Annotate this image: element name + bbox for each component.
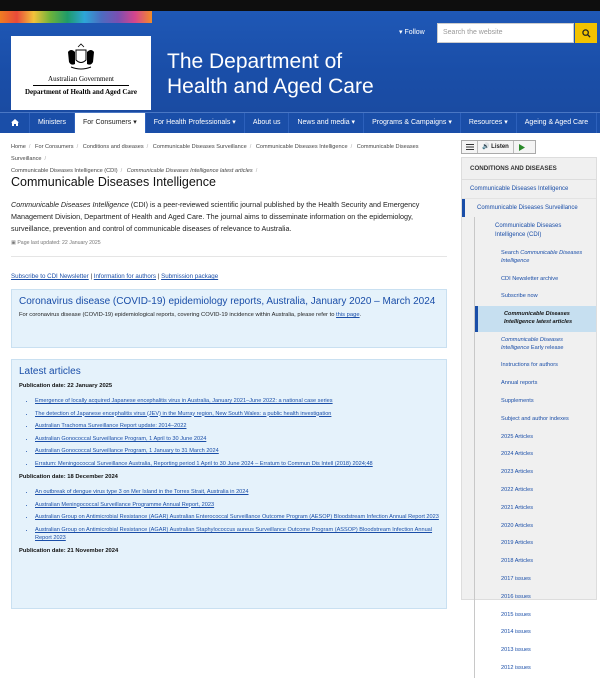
breadcrumb-item[interactable]: Communicable Diseases Surveillance (11, 144, 419, 162)
article-item[interactable] (35, 501, 439, 509)
sidebar-subitem[interactable] (475, 660, 596, 678)
cdi-links: Subscribe to CDI Newsletter | Information for authors | Submission package (11, 273, 219, 280)
nav-ageing-aged-care[interactable]: Ageing & Aged Care (517, 113, 597, 133)
covid-panel (11, 289, 447, 348)
covid-panel-desc (19, 312, 439, 318)
sidebar-subitem[interactable] (475, 306, 596, 332)
sidebar-subitem-text: 2013 issues (501, 647, 531, 654)
sidebar-subitem[interactable] (475, 446, 596, 464)
article-link[interactable]: Australian Gonococcal Surveillance Program, 1 January to 31 March 2024 (35, 448, 219, 455)
sidebar-subitem[interactable] (475, 245, 596, 271)
sidebar-subitem-text: 2015 issues (501, 611, 531, 618)
breadcrumb-item[interactable]: Home (11, 144, 26, 150)
follow-label: Follow (404, 29, 425, 36)
site-title[interactable] (167, 49, 374, 99)
breadcrumb-separator: / (249, 144, 252, 150)
gov-label: Australian Government (48, 75, 114, 83)
sidebar-subitem-text: 2012 issues (501, 664, 531, 671)
dept-label: Department of Health and Aged Care (24, 88, 138, 96)
site-title-line1: The Department of (167, 50, 343, 73)
government-logo[interactable] (11, 36, 151, 110)
article-item[interactable] (35, 513, 439, 521)
article-link[interactable]: Emergence of locally acquired Japanese encephalitis virus in Australia, January 2021–June 2022: a national case series (35, 398, 333, 404)
article-link[interactable]: Australian Group on Antimicrobial Resistance (AGAR) Australian Enterococcal Surveillance Outcome Program (AESOP) Bloodstream Infection Annual Report 2023 (35, 514, 439, 521)
covid-this-page-link[interactable]: this page (336, 312, 360, 318)
publication-date: Publication date: 22 January 2025 (19, 383, 113, 389)
submission-package-link[interactable]: Submission package (161, 273, 219, 280)
nav-resources[interactable]: Resources ▾ (461, 113, 517, 133)
article-link[interactable]: The detection of Japanese encephalitis virus (JEV) in the Murray region, New South Wales: a public health investigation (35, 410, 332, 417)
sidebar-subitem[interactable] (475, 482, 596, 500)
sidebar-subitem-text: Annual reports (501, 380, 538, 387)
nav-about-us[interactable]: About us (245, 113, 290, 133)
sidebar-subitem-em: Communicable Diseases Intelligence (501, 250, 583, 264)
sidebar-subitem-text: 2022 Articles (501, 486, 534, 493)
breadcrumb-separator: / (28, 144, 31, 150)
sidebar-subitem[interactable] (475, 332, 596, 358)
site-header (0, 11, 600, 112)
article-item[interactable] (35, 397, 439, 405)
sidebar-subitem-em: Communicable Diseases Intelligence latest articles (504, 311, 573, 325)
sidebar-subitem-text: 2014 issues (501, 629, 531, 636)
calendar-icon: ▣ (11, 240, 18, 246)
main-nav (0, 112, 600, 133)
sidebar-subitem[interactable] (475, 288, 596, 306)
article-link[interactable]: Australian Meningococcal Surveillance Programme Annual Report, 2023 (35, 501, 215, 508)
sidebar-subitem[interactable] (475, 553, 596, 571)
breadcrumb-separator: / (120, 168, 123, 174)
updated-label: Page last updated: 22 January 2025 (17, 240, 101, 246)
article-link[interactable]: Australian Trachoma Surveillance Report update: 2014–2022 (35, 423, 187, 430)
sidebar-subitem[interactable] (475, 571, 596, 589)
sidebar-subitem-text: 2016 issues (501, 593, 531, 600)
article-item[interactable] (35, 488, 439, 496)
logo-divider (33, 85, 129, 86)
intro-body: (CDI) is a peer-reviewed scientific journal published by the Health Security and Emergency Management Division, Department of Health and Aged Care. The journal aims to disseminate information on the epidemiology, surveillance, prevention and control of communicable diseases of relevance to Australia. (11, 200, 420, 233)
breadcrumb-separator: / (146, 144, 149, 150)
listen-button[interactable] (478, 141, 514, 153)
sidebar-subitem-text: Instructions for authors (501, 362, 558, 369)
play-icon (519, 144, 525, 151)
breadcrumb-current: Communicable Diseases Intelligence latest articles (126, 168, 253, 174)
sidebar-subitem[interactable] (475, 375, 596, 393)
article-list (35, 488, 439, 542)
sidebar-subitem-text: CDI Newsletter archive (501, 275, 559, 282)
breadcrumb-separator: / (350, 144, 353, 150)
nav-for-health-professionals[interactable]: For Health Professionals ▾ (146, 113, 245, 133)
sidebar-subtree (474, 217, 596, 678)
intro-journal-name: Communicable Diseases Intelligence (11, 200, 129, 209)
article-item[interactable] (35, 526, 439, 542)
sidebar-subitem[interactable] (475, 429, 596, 447)
covid-panel-title[interactable]: Coronavirus disease (COVID-19) epidemiology reports, Australia, January 2020 – March 2024 (19, 296, 436, 307)
breadcrumb-item[interactable]: Conditions and diseases (82, 144, 144, 150)
article-link[interactable]: Erratum: Meningococcal Surveillance Australia, Reporting period 1 April to 30 June 2024 – Erratum to Commun Dis Intell (2018) 2024;48 (35, 460, 373, 467)
nav-news-and-media[interactable]: News and media ▾ (289, 113, 364, 133)
listen-toolbar (461, 140, 536, 154)
breadcrumb-item[interactable]: Communicable Diseases Surveillance (152, 144, 247, 150)
breadcrumb-separator: / (44, 156, 47, 162)
latest-articles-panel (11, 359, 447, 609)
speaker-icon: 🔊 (482, 144, 490, 150)
sidebar-subitem[interactable] (475, 607, 596, 625)
sidebar-subitem-text: Subject and author indexes (501, 415, 569, 422)
caret-down-icon: ▾ (399, 29, 405, 36)
coat-of-arms-icon (65, 42, 97, 72)
search-button[interactable] (575, 23, 597, 43)
sidebar-subitem-text: 2021 Articles (501, 504, 534, 511)
site-title-line2: Health and Aged Care (167, 75, 374, 98)
article-item[interactable] (35, 447, 439, 455)
sidebar-item-cdi-root[interactable]: Communicable Diseases Intelligence (462, 180, 596, 199)
article-link[interactable]: An outbreak of dengue virus type 3 on Mer Island in the Torres Strait, Australia in 2024 (35, 488, 249, 495)
sidebar-subitem-em: Communicable Diseases Intelligence (501, 336, 563, 351)
sidebar-item-cdi[interactable]: Communicable Diseases Intelligence (CDI) (495, 223, 562, 238)
covid-desc-end: . (359, 312, 362, 318)
sidebar-subitem-text: 2023 Articles (501, 469, 534, 476)
article-item[interactable] (35, 422, 439, 430)
sidebar-subitem-text: Subscribe now (501, 293, 538, 300)
sidebar-subitem-text: 2024 Articles (501, 451, 534, 458)
intro-text (11, 199, 443, 235)
breadcrumb-item[interactable]: Communicable Diseases Intelligence (CDI) (11, 168, 118, 174)
sidebar-subitem-text: Early release (529, 344, 564, 351)
article-list (35, 397, 439, 468)
publication-date: Publication date: 21 November 2024 (19, 547, 119, 554)
sidebar-subitem[interactable] (475, 357, 596, 375)
sidebar-subitem-text: Search (501, 250, 521, 256)
breadcrumb-item[interactable]: For Consumers (35, 144, 74, 150)
sidebar-subitem[interactable] (475, 535, 596, 553)
breadcrumb-separator: / (255, 168, 258, 174)
listen-label: Listen (491, 144, 509, 150)
sidebar-subitem[interactable] (475, 500, 596, 518)
sidebar-subitem[interactable] (475, 624, 596, 642)
sidebar-subitem[interactable] (475, 589, 596, 607)
nav-programs-campaigns[interactable]: Programs & Campaigns ▾ (364, 113, 461, 133)
sidebar-nav (461, 157, 597, 671)
play-button[interactable] (514, 144, 530, 151)
breadcrumb-separator: / (76, 144, 79, 150)
article-link[interactable]: Australian Gonococcal Surveillance Program, 1 April to 30 June 2024 (35, 435, 207, 442)
sidebar-item-cds[interactable]: Communicable Diseases Surveillance (462, 199, 596, 217)
sidebar-subitem[interactable] (475, 464, 596, 482)
sidebar-subitem-text: 2017 issues (501, 575, 531, 582)
article-item[interactable] (35, 435, 439, 443)
sidebar-subitem[interactable] (475, 271, 596, 289)
sidebar-subitem-text: 2019 Articles (501, 540, 534, 547)
nav-ministers[interactable]: Ministers (30, 113, 75, 133)
listen-menu-button[interactable] (462, 141, 478, 153)
sidebar-subitems (475, 245, 596, 678)
subscribe-newsletter-link[interactable]: Subscribe to CDI Newsletter (11, 273, 89, 280)
home-icon (11, 119, 19, 126)
page-title: Communicable Diseases Intelligence (11, 175, 216, 189)
sidebar-subitem[interactable] (475, 642, 596, 660)
sidebar-subitem[interactable] (475, 411, 596, 429)
divider (11, 256, 447, 257)
latest-articles-title: Latest articles (19, 366, 81, 377)
sidebar-heading[interactable]: CONDITIONS AND DISEASES (462, 158, 596, 180)
follow-button[interactable] (399, 28, 425, 36)
sidebar-subitem-text: 2025 Articles (501, 433, 534, 440)
information-for-authors-link[interactable]: Information for authors (93, 273, 157, 280)
nav-home[interactable] (0, 113, 30, 133)
covid-desc-text: For coronavirus disease (COVID-19) epidemiological reports, covering COVID-19 incidence within Australia, please refer to (19, 312, 337, 318)
rainbow-strip (0, 11, 152, 23)
sidebar-subitem[interactable] (475, 393, 596, 411)
page-updated (11, 240, 101, 246)
top-black-bar (0, 0, 600, 11)
sidebar-subitem-text: 2018 Articles (501, 558, 534, 565)
article-link[interactable]: Australian Group on Antimicrobial Resistance (AGAR) Australian Staphylococcus aureus Surveillance Outcome Program (ASSOP) Bloodstream Infection Annual Report 2023 (35, 526, 433, 541)
sidebar-subitem-text: Supplements (501, 397, 534, 404)
nav-for-consumers[interactable]: For Consumers ▾ (75, 113, 146, 133)
publication-date: Publication date: 18 December 2024 (19, 473, 118, 480)
search-icon (582, 29, 591, 38)
sidebar-subitem[interactable] (475, 518, 596, 536)
breadcrumb-item[interactable]: Communicable Diseases Intelligence (255, 144, 348, 150)
sidebar-subitem-text: 2020 Articles (501, 522, 534, 529)
search-input[interactable]: Search the website (437, 23, 574, 43)
article-item[interactable] (35, 460, 439, 468)
menu-icon (466, 144, 474, 150)
article-item[interactable] (35, 410, 439, 418)
breadcrumb (11, 141, 451, 177)
